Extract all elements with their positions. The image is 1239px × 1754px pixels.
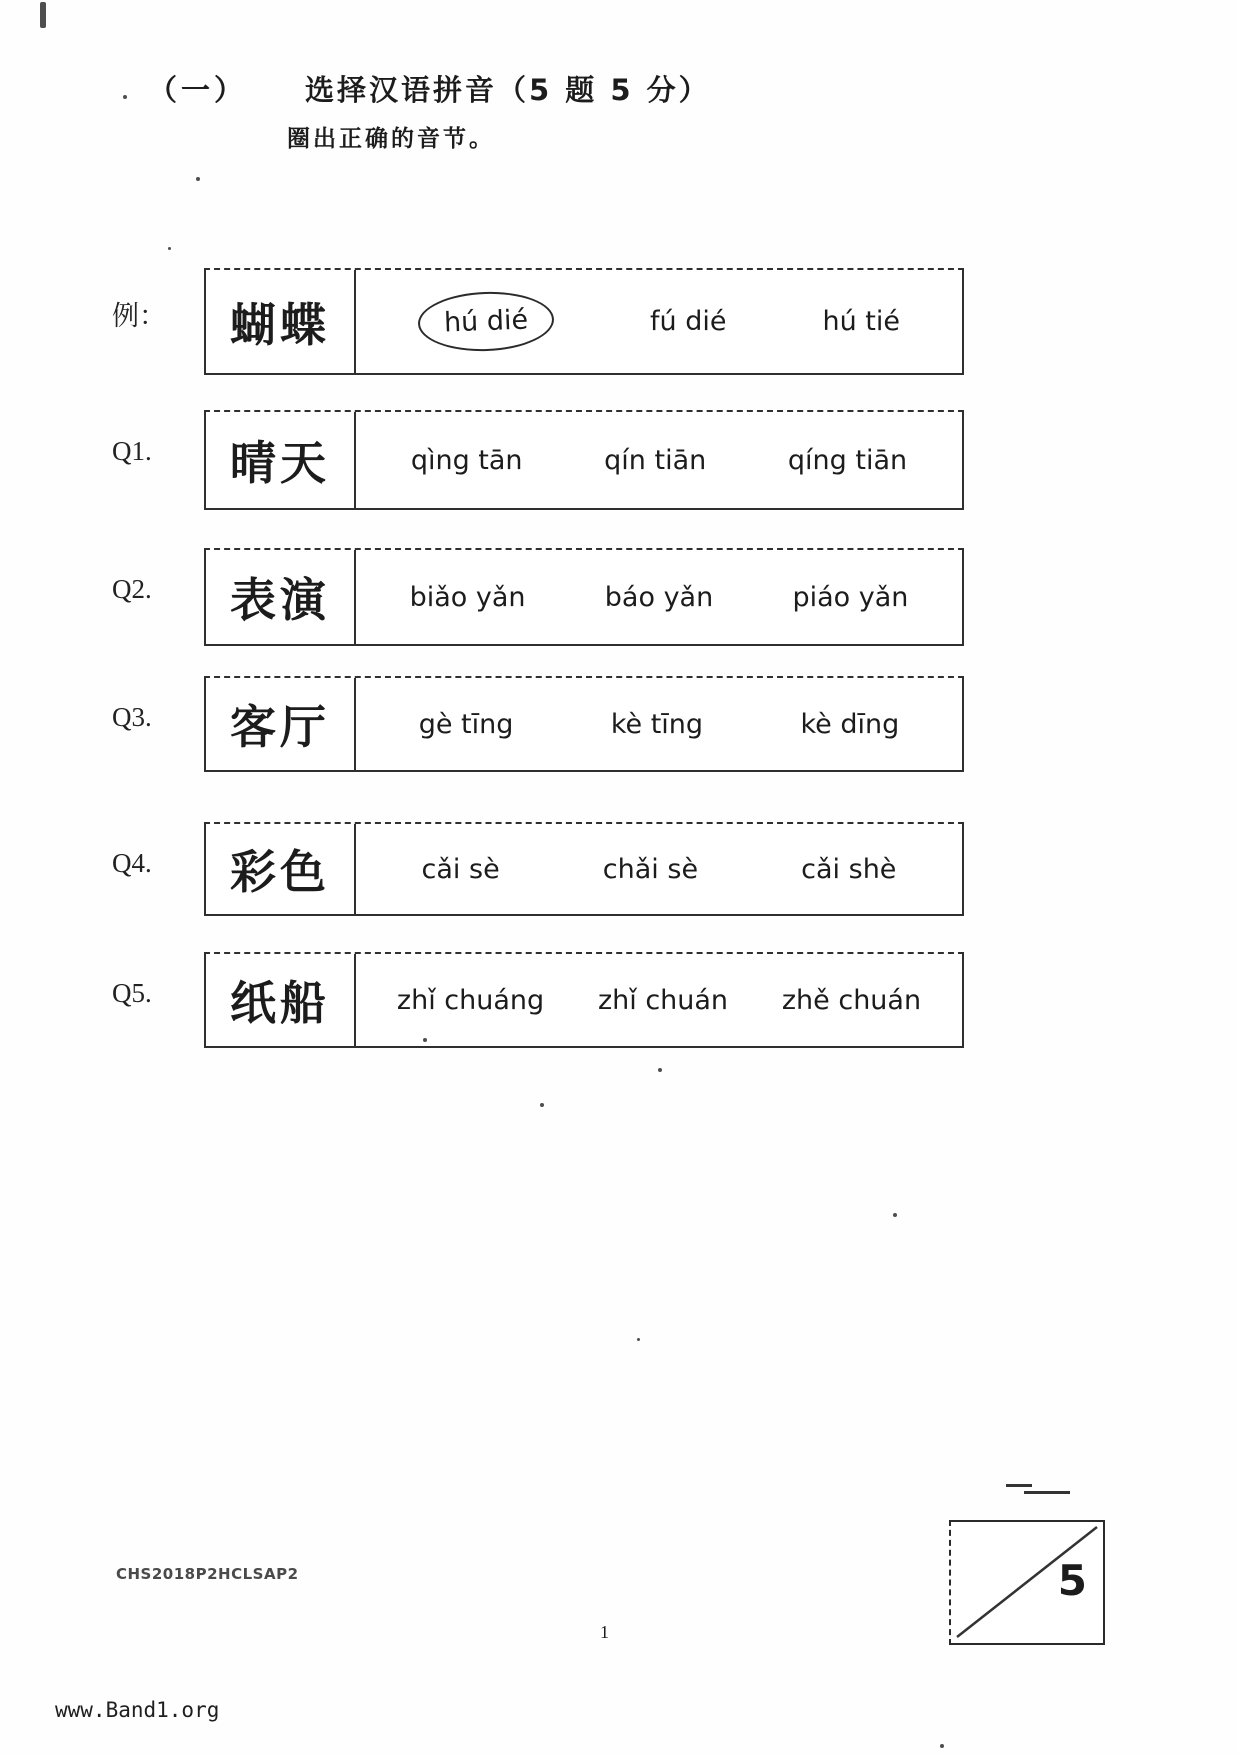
pinyin-option[interactable]: zhǐ chuáng <box>396 984 545 1016</box>
chinese-word: 蝴蝶 <box>206 270 356 373</box>
pinyin-option[interactable]: hú tié <box>822 306 900 337</box>
paper-code: CHS2018P2HCLSAP2 <box>116 1565 299 1583</box>
question-label: Q3. <box>112 702 152 732</box>
scan-speck <box>893 1213 897 1217</box>
pinyin-option[interactable]: cǎi sè <box>421 853 500 885</box>
scan-speck <box>540 1103 544 1107</box>
pinyin-option[interactable]: zhǐ chuán <box>597 984 729 1016</box>
section-header <box>148 68 711 109</box>
scan-speck <box>168 247 171 250</box>
scan-speck <box>40 2 46 28</box>
page-number: 1 <box>600 1622 609 1642</box>
chinese-word: 表演 <box>206 550 356 644</box>
chinese-word: 晴天 <box>206 412 356 508</box>
scribble-mark <box>1006 1484 1070 1498</box>
pinyin-option[interactable]: zhě chuán <box>781 984 922 1016</box>
chinese-word: 彩色 <box>206 824 356 914</box>
question-label: Q5. <box>112 978 152 1008</box>
pinyin-option[interactable]: qín tiān <box>604 444 707 476</box>
answer-circle: hú dié <box>417 290 555 354</box>
scan-speck <box>123 95 127 99</box>
example-label: 例： <box>112 301 166 331</box>
pinyin-option[interactable]: piáo yǎn <box>792 581 909 613</box>
question-row-q2 <box>112 548 964 646</box>
example-row <box>112 268 964 375</box>
pinyin-option[interactable]: fú dié <box>650 306 727 337</box>
question-label: Q1. <box>112 436 152 466</box>
pinyin-option[interactable] <box>418 292 554 351</box>
pinyin-option[interactable]: qíng tiān <box>787 444 908 476</box>
question-label: Q4. <box>112 848 152 878</box>
scan-speck <box>196 177 200 181</box>
scan-speck <box>637 1338 640 1341</box>
score-box <box>949 1520 1105 1645</box>
chinese-word: 纸船 <box>206 954 356 1046</box>
chinese-word: 客厅 <box>206 678 356 770</box>
score-total: 5 <box>1057 1556 1087 1605</box>
pinyin-option[interactable]: gè tīng <box>418 708 514 740</box>
pinyin-option[interactable]: cǎi shè <box>801 853 897 885</box>
pinyin-option[interactable]: kè tīng <box>610 708 704 740</box>
section-number: （一） <box>148 73 248 107</box>
pinyin-option[interactable]: chǎi sè <box>602 853 699 885</box>
scan-speck <box>940 1744 944 1748</box>
pinyin-option[interactable]: kè dīng <box>800 708 900 740</box>
question-row-q5 <box>112 952 964 1048</box>
scan-speck <box>423 1038 427 1042</box>
pinyin-option[interactable]: báo yǎn <box>604 581 714 613</box>
question-row-q4 <box>112 822 964 916</box>
scan-speck <box>658 1068 662 1072</box>
website-watermark: www.Band1.org <box>55 1698 220 1722</box>
section-title: 选择汉语拼音（5 题 5 分） <box>305 73 711 107</box>
question-row-q3 <box>112 676 964 772</box>
pinyin-option[interactable]: biǎo yǎn <box>409 581 526 613</box>
question-row-q1 <box>112 410 964 510</box>
pinyin-option[interactable]: qìng tān <box>410 444 523 476</box>
instruction-text: 圈出正确的音节。 <box>287 126 495 152</box>
question-label: Q2. <box>112 574 152 604</box>
